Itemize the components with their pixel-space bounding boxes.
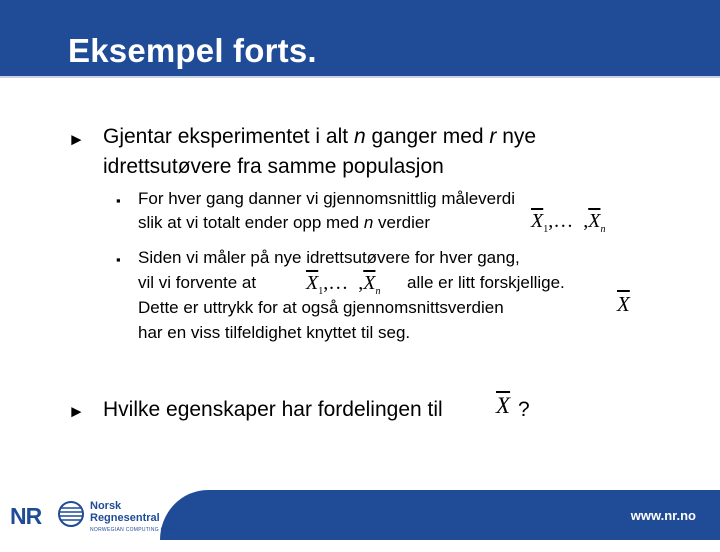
xbar-symbol: $\overline{X}$: [588, 210, 601, 232]
xbar-symbol: $\overline{X}$: [531, 210, 544, 232]
footer-url[interactable]: www.nr.no: [630, 508, 696, 523]
sub-bullet-1-text-b: verdier: [373, 213, 430, 232]
sub-bullet-1-text-a: slik at vi totalt ender opp med: [138, 213, 364, 232]
small-square-icon: ▪: [116, 193, 121, 208]
xbar-symbol: $\overline{X}$: [496, 393, 511, 418]
ellipsis: ,…: [323, 272, 349, 294]
xbar-mean: [617, 292, 630, 317]
sub-bullet-2-line-2a: vil vi forvente at: [138, 273, 257, 292]
sub-bullet-1-line-2: [138, 213, 430, 233]
subscript-1: 1: [318, 286, 324, 297]
title-bar-divider: [0, 76, 720, 78]
triangle-right-icon: ►: [68, 402, 85, 421]
bullet-2-text: Hvilke egenskaper har fordelingen til: [103, 398, 443, 421]
sub-bullet-2-line-1: Siden vi måler på nye idrettsutøvere for hver gang,: [138, 248, 520, 267]
sub-bullet-1-line-1: For hver gang danner vi gjennomsnittlig måleverdi: [138, 189, 516, 208]
subscript-1: 1: [543, 224, 549, 235]
bullet-1-var-r: r: [489, 125, 497, 148]
slide-title: Eksempel forts.: [68, 32, 317, 69]
bullet-1-line-2: idrettsutøvere fra samme populasjon: [103, 155, 444, 178]
subscript-n: n: [375, 286, 381, 297]
logo-tagline: NORWEGIAN COMPUTING CENTER: [90, 527, 183, 533]
xbar-symbol: $\overline{X}$: [617, 292, 630, 316]
logo-nr-letters: NR: [10, 503, 42, 529]
bullet-2-question-mark: ?: [518, 398, 530, 421]
logo-line-2: Regnesentral: [90, 512, 160, 524]
globe-icon: [57, 500, 85, 528]
sub-bullet-2-line-3: Dette er uttrykk for at også gjennomsnittsverdien: [138, 298, 504, 317]
xbar-mean: [496, 393, 510, 419]
bullet-1-text-c: nye: [496, 125, 537, 148]
xbar-symbol: $\overline{X}$: [306, 272, 319, 294]
bullet-1-text-b: ganger med: [365, 125, 490, 148]
comma: ,: [358, 272, 364, 294]
bullet-1-var-n: n: [353, 125, 366, 148]
bullet-1-line-1: [103, 125, 536, 149]
triangle-right-icon: ►: [68, 130, 85, 149]
bullet-1-text-a: Gjentar eksperimentet i alt: [103, 125, 354, 148]
sub-bullet-2-line-4: har en viss tilfeldighet knyttet til seg.: [138, 323, 411, 342]
comma: ,: [583, 210, 589, 232]
sub-bullet-1-var-n: n: [363, 213, 374, 232]
small-square-icon: ▪: [116, 252, 121, 267]
sub-bullet-2-line-2b: alle er litt forskjellige.: [407, 273, 565, 292]
ellipsis: ,…: [548, 210, 574, 232]
subscript-n: n: [600, 224, 606, 235]
sample-means-x1-to-xn: [306, 272, 380, 297]
logo-line-1: Norsk: [90, 500, 122, 512]
sample-means-x1-to-xn: [531, 210, 605, 235]
logo-wordmark: [90, 500, 160, 524]
xbar-symbol: $\overline{X}$: [363, 272, 376, 294]
